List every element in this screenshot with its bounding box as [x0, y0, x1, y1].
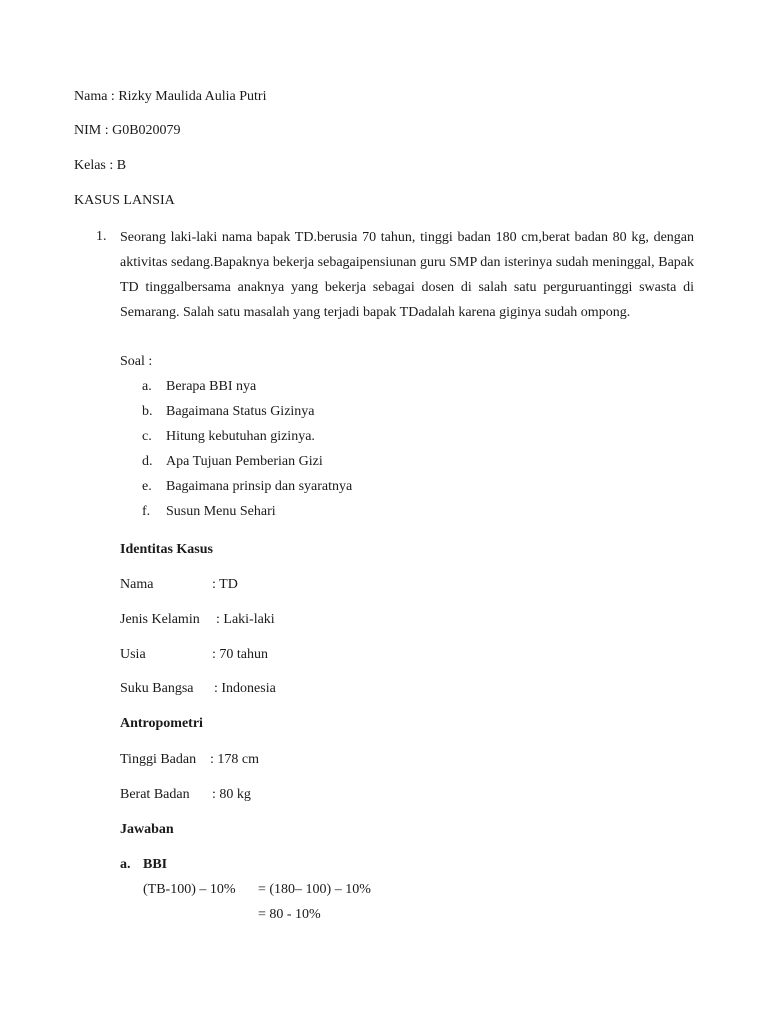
field-value: : 70 tahun [212, 647, 268, 662]
field-label: Nama [120, 577, 154, 592]
case-title: KASUS LANSIA [74, 193, 175, 208]
field-value: : Laki-laki [216, 612, 275, 627]
bbi-calc-step-1: = (180– 100) – 10% [258, 882, 371, 897]
field-value: : 178 cm [210, 752, 259, 767]
question-letter: f. [142, 504, 151, 519]
field-label: Usia [120, 647, 146, 662]
field-label: Jenis Kelamin [120, 612, 200, 627]
student-class: Kelas : B [74, 158, 127, 173]
question-text: Berapa BBI nya [166, 379, 257, 394]
question-text: Apa Tujuan Pemberian Gizi [166, 454, 323, 469]
question-text: Hitung kebutuhan gizinya. [166, 429, 315, 444]
student-nim: NIM : G0B020079 [74, 123, 181, 138]
question-letter: c. [142, 429, 152, 444]
student-name: Nama : Rizky Maulida Aulia Putri [74, 89, 267, 104]
case-number: 1. [96, 229, 107, 244]
bbi-calc-step-2: = 80 - 10% [258, 907, 321, 922]
identitas-heading: Identitas Kasus [120, 542, 213, 557]
question-text: Susun Menu Sehari [166, 504, 276, 519]
jawaban-heading: Jawaban [120, 822, 174, 837]
field-label: Berat Badan [120, 787, 190, 802]
field-value: : Indonesia [214, 681, 276, 696]
question-text: Bagaimana Status Gizinya [166, 404, 315, 419]
field-value: : TD [212, 577, 238, 592]
case-description: Seorang laki-laki nama bapak TD.berusia 70 tahun, tinggi badan 180 cm,berat badan 80 kg, dengan aktivitas sedang.Bapaknya bekerja sebagaipensiunan guru SMP dan isterinya sudah meninggal, Bapak TD tinggalbersama anaknya yang bekerja sebagai dosen di salah satu perguruantinggi swasta di Semarang. Salah satu masalah yang terjadi bapak TDadalah karena giginya sudah ompong. [120, 230, 694, 320]
question-letter: b. [142, 404, 153, 419]
antropometri-heading: Antropometri [120, 716, 203, 731]
soal-label: Soal : [120, 354, 153, 369]
question-letter: a. [142, 379, 152, 394]
field-value: : 80 kg [212, 787, 251, 802]
field-label: Tinggi Badan [120, 752, 197, 767]
bbi-formula: (TB-100) – 10% [143, 882, 236, 897]
field-label: Suku Bangsa [120, 681, 194, 696]
answer-a-title: BBI [143, 857, 168, 872]
answer-a-letter: a. [120, 857, 131, 872]
question-letter: d. [142, 454, 153, 469]
question-text: Bagaimana prinsip dan syaratnya [166, 479, 353, 494]
question-letter: e. [142, 479, 152, 494]
